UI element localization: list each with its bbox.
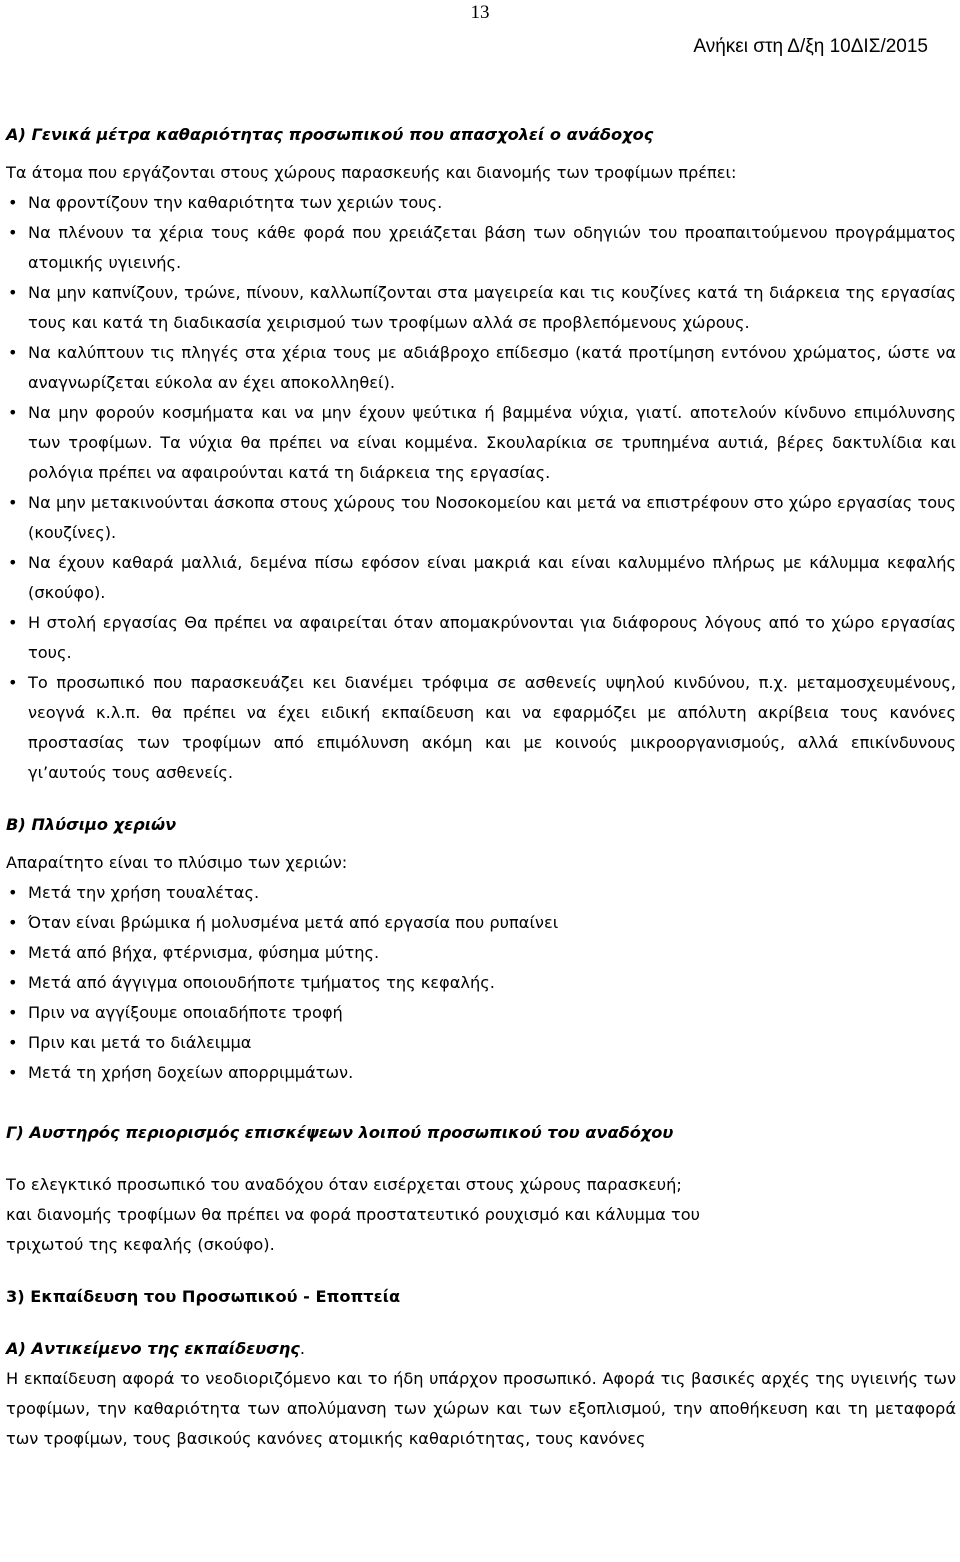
list-item: • Μετά την χρήση τουαλέτας.: [6, 878, 956, 908]
list-item: • Πριν και μετά το διάλειμμα: [6, 1028, 956, 1058]
section-3a-heading: [6, 1334, 956, 1364]
list-item: • Η στολή εργασίας Θα πρέπει να αφαιρείται όταν απομακρύνονται για διάφορους λόγους από το χώρο εργασίας τους.: [6, 608, 956, 668]
section-c-heading: Γ) Αυστηρός περιορισμός επισκέψεων λοιπού προσωπικού του αναδόχου: [6, 1123, 674, 1142]
list-item: • Μετά από άγγιγμα οποιουδήποτε τμήματος της κεφαλής.: [6, 968, 956, 998]
section-a-list: [6, 188, 956, 788]
section-c-line: και διανομής τροφίμων θα πρέπει να φορά προστατευτικό ρουχισμό και κάλυμμα του: [6, 1205, 700, 1224]
section-b-list: [6, 878, 956, 1088]
bullet-icon: •: [8, 493, 18, 512]
list-item: • Να μην μετακινούνται άσκοπα στους χώρους του Νοσοκομείου και μετά να επιστρέφουν στο χώρο εργασίας τους (κουζίνες).: [6, 488, 956, 548]
section-a-heading: Α) Γενικά μέτρα καθαριότητας προσωπικού που απασχολεί ο ανάδοχος: [6, 125, 654, 144]
page-number: 13: [470, 2, 490, 23]
list-item: • Το προσωπικό που παρασκευάζει κει διανέμει τρόφιμα σε ασθενείς υψηλού κινδύνου, π.χ. μεταμοσχευμένους, νεογνά κ.λ.π. θα πρέπει να έχει ειδική εκπαίδευση και να εφαρμόζει με απόλυτη ακρίβεια τους κανόνες προστασίας των τροφίμων από επιμόλυνση ακόμη και με κοινούς μικροοργανισμούς, αλλά επικίνδυνους γι’αυτούς τους ασθενείς.: [6, 668, 956, 788]
list-item: • Όταν είναι βρώμικα ή μολυσμένα μετά από εργασία που ρυπαίνει: [6, 908, 956, 938]
list-item: • Να μην καπνίζουν, τρώνε, πίνουν, καλλωπίζονται στα μαγειρεία και τις κουζίνες κατά τη διάρκεια της εργασίας τους και κατά τη διαδικασία χειρισμού των τροφίμων αλλά σε προβλεπόμενους χώρους.: [6, 278, 956, 338]
bullet-icon: •: [8, 283, 18, 302]
bullet-icon: •: [8, 913, 18, 932]
section-3-heading: 3) Εκπαίδευση του Προσωπικού - Εποπτεία: [6, 1287, 401, 1306]
document-reference: Ανήκει στη Δ/ξη 10ΔΙΣ/2015: [693, 36, 928, 57]
section-b-intro: Απαραίτητο είναι το πλύσιμο των χεριών:: [6, 853, 348, 872]
bullet-icon: •: [8, 193, 18, 212]
bullet-icon: •: [8, 673, 18, 692]
bullet-icon: •: [8, 223, 18, 242]
section-b-heading: Β) Πλύσιμο χεριών: [6, 815, 177, 834]
bullet-icon: •: [8, 883, 18, 902]
bullet-icon: •: [8, 1063, 18, 1082]
section-3a-title: Α) Αντικείμενο της εκπαίδευσης: [6, 1339, 300, 1358]
list-item: • Να καλύπτουν τις πληγές στα χέρια τους με αδιάβροχο επίδεσμο (κατά προτίμηση εντόνου χρώματος, ώστε να αναγνωρίζεται εύκολα αν έχει αποκολληθεί).: [6, 338, 956, 398]
section-a-intro: Τα άτομα που εργάζονται στους χώρους παρασκευής και διανομής των τροφίμων πρέπει:: [6, 163, 737, 182]
list-item: • Να φροντίζουν την καθαριότητα των χεριών τους.: [6, 188, 956, 218]
section-3a-period: .: [299, 1339, 306, 1358]
section-c-line: τριχωτού της κεφαλής (σκούφο).: [6, 1235, 275, 1254]
bullet-icon: •: [8, 973, 18, 992]
list-item: • Να πλένουν τα χέρια τους κάθε φορά που χρειάζεται βάση των οδηγιών του προαπαιτούμενου προγράμματος ατομικής υγιεινής.: [6, 218, 956, 278]
list-item: • Να έχουν καθαρά μαλλιά, δεμένα πίσω εφόσον είναι μακριά και είναι καλυμμένο πλήρως με κάλυμμα κεφαλής (σκούφο).: [6, 548, 956, 608]
bullet-icon: •: [8, 1033, 18, 1052]
list-item: • Να μην φορούν κοσμήματα και να μην έχουν ψεύτικα ή βαμμένα νύχια, γιατί. αποτελούν κίνδυνο επιμόλυνσης των τροφίμων. Τα νύχια θα πρέπει να είναι κομμένα. Σκουλαρίκια σε τρυπημένα αυτιά, βέρες δακτυλίδια και ρολόγια πρέπει να αφαιρούνται κατά τη διάρκεια της εργασίας.: [6, 398, 956, 488]
bullet-icon: •: [8, 403, 18, 422]
section-3a-text: Η εκπαίδευση αφορά το νεοδιοριζόμενο και το ήδη υπάρχον προσωπικό. Αφορά τις βασικές αρχές της υγιεινής των τροφίμων, την καθαριότητα των απολύμανση των χώρων και των εξοπλισμού, την αποθήκευση και τη μεταφορά των τροφίμων, τους βασικούς κανόνες ατομικής καθαριότητας, τους κανόνες: [6, 1369, 956, 1448]
document-body: [6, 120, 956, 1454]
bullet-icon: •: [8, 613, 18, 632]
section-c-line: Το ελεγκτικό προσωπικό του αναδόχου όταν εισέρχεται στους χώρους παρασκευή;: [6, 1175, 682, 1194]
bullet-icon: •: [8, 343, 18, 362]
list-item: • Μετά τη χρήση δοχείων απορριμμάτων.: [6, 1058, 956, 1088]
bullet-icon: •: [8, 1003, 18, 1022]
list-item: • Πριν να αγγίξουμε οποιαδήποτε τροφή: [6, 998, 956, 1028]
bullet-icon: •: [8, 553, 18, 572]
bullet-icon: •: [8, 943, 18, 962]
list-item: • Μετά από βήχα, φτέρνισμα, φύσημα μύτης.: [6, 938, 956, 968]
